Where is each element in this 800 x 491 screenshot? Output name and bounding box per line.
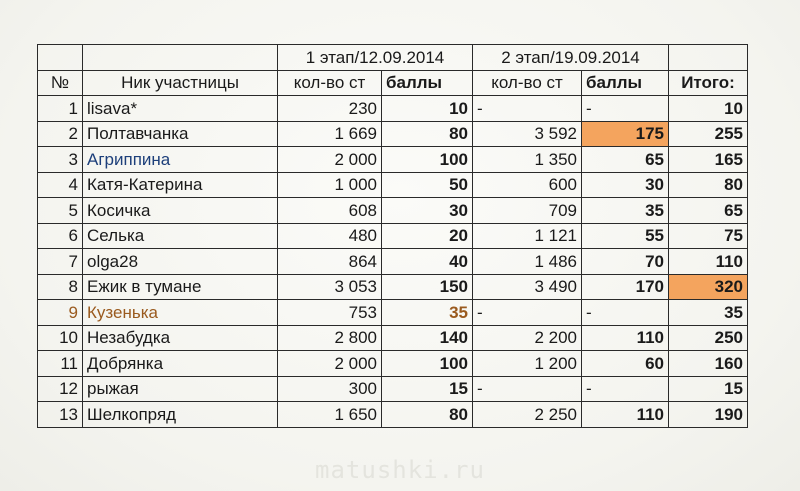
table-row: [38, 325, 748, 351]
stage2-header: 2 этап/19.09.2014: [473, 45, 669, 71]
stage1-points: 10: [382, 96, 473, 122]
participant-nick: Незабудка: [83, 325, 278, 351]
total-points: 190: [669, 402, 748, 428]
participant-nick: Добрянка: [83, 351, 278, 377]
total-points: 65: [669, 198, 748, 224]
stage1-points: 140: [382, 325, 473, 351]
stage1-count: 864: [278, 249, 382, 275]
table-row: [38, 198, 748, 224]
stage1-count: 3 053: [278, 274, 382, 300]
stage2-count: 709: [473, 198, 582, 224]
total-header: Итого:: [669, 70, 748, 96]
row-number: 8: [38, 274, 83, 300]
stage2-count: 3 592: [473, 121, 582, 147]
stage1-count: 2 000: [278, 351, 382, 377]
participant-nick: Катя-Катерина: [83, 172, 278, 198]
row-number: 2: [38, 121, 83, 147]
total-points: 10: [669, 96, 748, 122]
row-number: 11: [38, 351, 83, 377]
table-row: [38, 300, 748, 326]
header-empty-total: [669, 45, 748, 71]
stage2-count: 600: [473, 172, 582, 198]
stage1-points-header: баллы: [382, 70, 473, 96]
stage2-count: 2 250: [473, 402, 582, 428]
stage1-points: 150: [382, 274, 473, 300]
header-row-columns: [38, 70, 748, 96]
stage1-count: 1 650: [278, 402, 382, 428]
stage2-points: -: [582, 376, 669, 402]
total-points: 250: [669, 325, 748, 351]
participant-nick: Селька: [83, 223, 278, 249]
site-watermark: matushki.ru: [315, 456, 485, 484]
stage2-points: 110: [582, 325, 669, 351]
stage1-points: 20: [382, 223, 473, 249]
stage1-count: 480: [278, 223, 382, 249]
num-header: №: [38, 70, 83, 96]
stage2-points-header: баллы: [582, 70, 669, 96]
header-row-stages: [38, 45, 748, 71]
table-row: [38, 376, 748, 402]
participant-nick: lisava*: [83, 96, 278, 122]
participant-nick: Ежик в тумане: [83, 274, 278, 300]
stage1-count: 2 000: [278, 147, 382, 173]
stage2-count: 3 490: [473, 274, 582, 300]
stage2-points: 170: [582, 274, 669, 300]
total-points: 75: [669, 223, 748, 249]
row-number: 6: [38, 223, 83, 249]
stage2-count: -: [473, 376, 582, 402]
row-number: 4: [38, 172, 83, 198]
row-number: 13: [38, 402, 83, 428]
stage1-count: 608: [278, 198, 382, 224]
stage1-points: 100: [382, 351, 473, 377]
stage1-count-header: кол-во ст: [278, 70, 382, 96]
stage2-count-header: кол-во ст: [473, 70, 582, 96]
total-points: 15: [669, 376, 748, 402]
stage1-points: 30: [382, 198, 473, 224]
row-number: 5: [38, 198, 83, 224]
nick-header: Ник участницы: [83, 70, 278, 96]
header-empty-num: [38, 45, 83, 71]
row-number: 9: [38, 300, 83, 326]
stage1-count: 1 000: [278, 172, 382, 198]
total-points: 255: [669, 121, 748, 147]
stage2-points: 60: [582, 351, 669, 377]
participant-nick: olga28: [83, 249, 278, 275]
row-number: 3: [38, 147, 83, 173]
stage2-points: 175: [582, 121, 669, 147]
table-row: [38, 96, 748, 122]
stage1-points: 35: [382, 300, 473, 326]
stage1-points: 80: [382, 121, 473, 147]
stage2-count: 2 200: [473, 325, 582, 351]
total-points: 80: [669, 172, 748, 198]
total-points: 165: [669, 147, 748, 173]
stage2-points: 30: [582, 172, 669, 198]
table-row: [38, 351, 748, 377]
header-empty-nick: [83, 45, 278, 71]
stage2-count: 1 200: [473, 351, 582, 377]
participant-nick: Полтавчанка: [83, 121, 278, 147]
stage1-count: 2 800: [278, 325, 382, 351]
stage2-points: 70: [582, 249, 669, 275]
table-row: [38, 402, 748, 428]
row-number: 1: [38, 96, 83, 122]
stage1-count: 1 669: [278, 121, 382, 147]
stage2-count: 1 486: [473, 249, 582, 275]
row-number: 12: [38, 376, 83, 402]
total-points: 320: [669, 274, 748, 300]
stage1-count: 230: [278, 96, 382, 122]
participant-nick: рыжая: [83, 376, 278, 402]
table-row: [38, 223, 748, 249]
stage1-points: 100: [382, 147, 473, 173]
stage2-points: 55: [582, 223, 669, 249]
stage1-points: 15: [382, 376, 473, 402]
results-table: [37, 44, 748, 428]
stage2-points: -: [582, 300, 669, 326]
stage1-points: 50: [382, 172, 473, 198]
stage1-count: 300: [278, 376, 382, 402]
stage1-header: 1 этап/12.09.2014: [278, 45, 473, 71]
stage1-count: 753: [278, 300, 382, 326]
stage2-count: -: [473, 96, 582, 122]
row-number: 7: [38, 249, 83, 275]
participant-nick: Косичка: [83, 198, 278, 224]
total-points: 110: [669, 249, 748, 275]
stage1-points: 40: [382, 249, 473, 275]
row-number: 10: [38, 325, 83, 351]
stage2-count: -: [473, 300, 582, 326]
total-points: 35: [669, 300, 748, 326]
table-row: [38, 121, 748, 147]
table-row: [38, 172, 748, 198]
stage2-points: 35: [582, 198, 669, 224]
participant-nick: Агриппина: [83, 147, 278, 173]
stage2-points: 65: [582, 147, 669, 173]
table-row: [38, 274, 748, 300]
table-row: [38, 147, 748, 173]
participant-nick: Шелкопряд: [83, 402, 278, 428]
total-points: 160: [669, 351, 748, 377]
stage2-points: -: [582, 96, 669, 122]
stage1-points: 80: [382, 402, 473, 428]
participant-nick: Кузенька: [83, 300, 278, 326]
table-row: [38, 249, 748, 275]
stage2-count: 1 350: [473, 147, 582, 173]
stage2-points: 110: [582, 402, 669, 428]
stage2-count: 1 121: [473, 223, 582, 249]
